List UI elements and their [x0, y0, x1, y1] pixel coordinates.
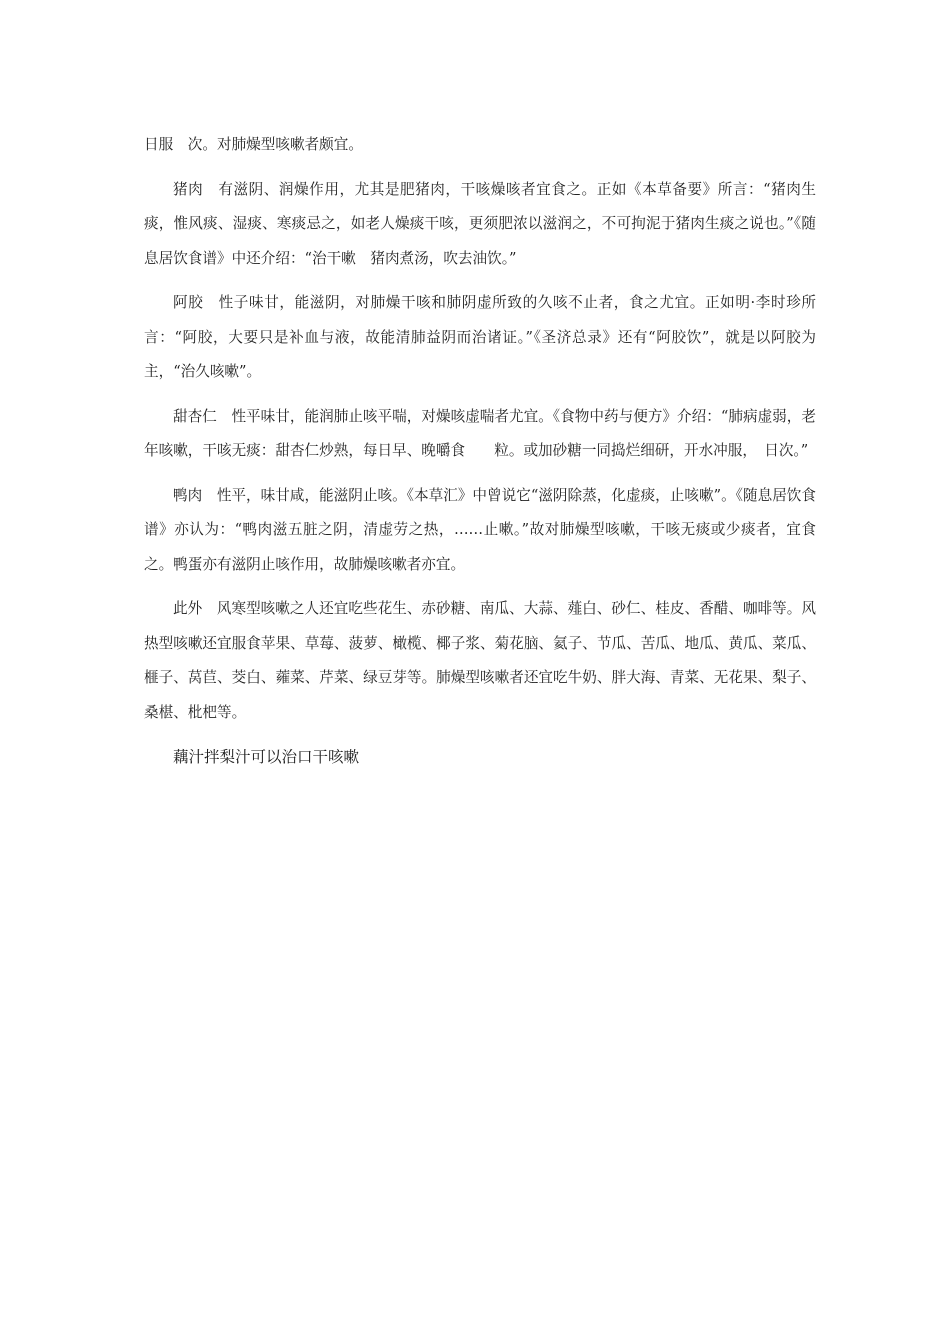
paragraph-duck: 鸭肉 性平，味甘咸，能滋阴止咳。《本草汇》中曾说它“滋阴除蒸，化虚痰，止咳嗽”。《随息居饮食谱》亦认为：“鸭肉滋五脏之阴，清虚劳之热，……止嗽。”故对肺燥型咳嗽，干咳无痰或少痰者，宜食之。鸭蛋亦有滋阴止咳作用，故肺燥咳嗽者亦宜。 [144, 486, 816, 573]
paragraph-sweet-almond: 甜杏仁 性平味甘，能润肺止咳平喘，对燥咳虚喘者尤宜。《食物中药与便方》介绍：“肺病虚弱，老年咳嗽，干咳无痰：甜杏仁炒熟，每日早、晚嚼食 粒。或加砂糖一同捣烂细研，开水冲服， 日次。” [144, 407, 816, 459]
document-body [144, 128, 816, 785]
paragraph-donkey-hide-gelatin: 阿胶 性子味甘，能滋阴，对肺燥干咳和肺阴虚所致的久咳不止者，食之尤宜。正如明·李时珍所言：“阿胶，大要只是补血与液，故能清肺益阴而治诸证。”《圣济总录》还有“阿胶饮”，就是以阿胶为主，“治久咳嗽”。 [144, 294, 816, 380]
paragraph-pork: 猪肉 有滋阴、润燥作用，尤其是肥猪肉，干咳燥咳者宜食之。正如《本草备要》所言：“猪肉生痰，惟风痰、湿痰、寒痰忌之，如老人燥痰干咳，更须肥浓以滋润之，不可拘泥于猪肉生痰之说也。”《随息居饮食谱》中还介绍：“治干嗽 猪肉煮汤，吹去油饮。” [144, 180, 816, 267]
section-heading: 藕汁拌梨汁可以治口干咳嗽 [173, 748, 360, 766]
paragraph-continuation: 日服 次。对肺燥型咳嗽者颇宜。 [144, 136, 363, 153]
paragraph-other-foods: 此外 风寒型咳嗽之人还宜吃些花生、赤砂糖、南瓜、大蒜、薤白、砂仁、桂皮、香醋、咖啡等。风热型咳嗽还宜服食苹果、草莓、菠萝、橄榄、椰子浆、菊花脑、氦子、节瓜、苦瓜、地瓜、黄瓜、菜瓜、榧子、莴苣、茭白、蕹菜、芹菜、绿豆芽等。肺燥型咳嗽者还宜吃牛奶、胖大海、青菜、无花果、梨子、桑椹、枇杷等。 [144, 600, 816, 721]
